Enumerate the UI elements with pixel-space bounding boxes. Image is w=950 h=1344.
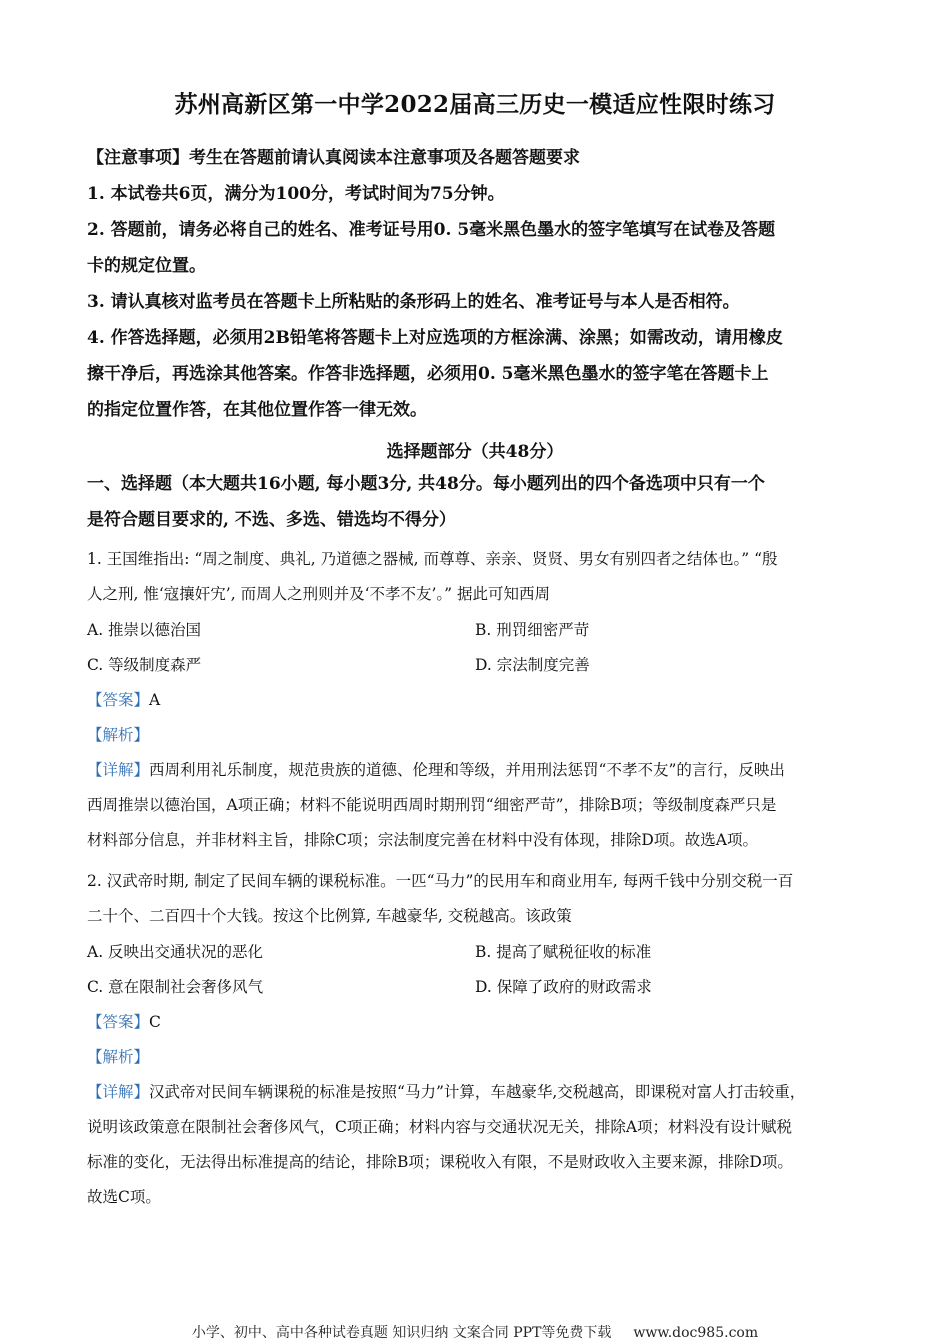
page-title: 苏州高新区第一中学2022届高三历史一模适应性限时练习: [174, 91, 776, 118]
option-row: [87, 613, 877, 648]
detail-line: 材料部分信息，并非材料主旨，排除C项；宗法制度完善在材料中没有体现，排除D项。故选A项。: [87, 831, 758, 849]
question-2-stem: [87, 864, 877, 934]
question-2-options: [87, 935, 877, 1005]
option-d: D. 保障了政府的财政需求: [475, 978, 652, 996]
page-footer: [0, 1322, 950, 1342]
analysis-tag: 【解析】: [87, 726, 150, 744]
analysis-line: [87, 718, 877, 753]
answer-tag: 【答案】: [87, 1013, 150, 1031]
detail-tag: 【详解】: [87, 761, 150, 779]
option-b: B. 刑罚细密严苛: [475, 621, 590, 639]
notice-line: 2. 答题前，请务必将自己的姓名、准考证号用0. 5毫米黑色墨水的签字笔填写在试卷及答题: [87, 220, 776, 240]
notice-line: 【注意事项】考生在答题前请认真阅读本注意事项及各题答题要求: [87, 148, 580, 168]
stem-line: 人之刑, 惟‘寇攘奸宄’, 而周人之刑则并及‘不孝不友’。” 据此可知西周: [87, 585, 551, 603]
footer-text: 小学、初中、高中各种试卷真题 知识归纳 文案合同 PPT等免费下载: [191, 1325, 612, 1341]
question-2-answer: [87, 1005, 877, 1215]
analysis-line: [87, 1040, 877, 1075]
answer-value: A: [149, 691, 161, 709]
notice-line: 4. 作答选择题，必须用2B铅笔将答题卡上对应选项的方框涂满、涂黑；如需改动，请用橡皮: [87, 328, 783, 348]
detail-tag: 【详解】: [87, 1083, 150, 1101]
stem-line: 1. 王国维指出: “周之制度、典礼, 乃道德之器械, 而尊尊、亲亲、贤贤、男女有别四者之结体也。” “殷: [87, 550, 778, 568]
option-b: B. 提高了赋税征收的标准: [475, 943, 652, 961]
answer-line: [87, 1005, 877, 1040]
detail-line: 故选C项。: [87, 1188, 161, 1206]
stem-line: 二十个、二百四十个大钱。按这个比例算, 车越豪华, 交税越高。该政策: [87, 907, 572, 925]
part-heading: [87, 466, 877, 538]
option-c: C. 意在限制社会奢侈风气: [87, 978, 264, 996]
detail-line: 说明该政策意在限制社会奢侈风气，C项正确；材料内容与交通状况无关，排除A项；材料没有设计赋税: [87, 1118, 793, 1136]
notice-block: [87, 140, 877, 428]
question-1-options: [87, 613, 877, 683]
notice-line: 1. 本试卷共6页，满分为100分，考试时间为75分钟。: [87, 184, 505, 204]
detail-line: 西周推崇以德治国，A项正确；材料不能说明西周时期刑罚“细密严苛”，排除B项；等级制度森严只是: [87, 796, 777, 814]
answer-line: [87, 683, 877, 718]
stem-line: 2. 汉武帝时期, 制定了民间车辆的课税标准。一匹“马力”的民用车和商业用车, 每两千钱中分别交税一百: [87, 872, 794, 890]
part-heading-line: 是符合题目要求的, 不选、多选、错选均不得分）: [87, 510, 456, 530]
question-1-stem: [87, 542, 877, 612]
detail-line: [87, 753, 877, 788]
footer-url[interactable]: www.doc985.com: [633, 1325, 759, 1341]
detail-line: [87, 1075, 877, 1110]
part-heading-line: 一、选择题（本大题共16小题, 每小题3分, 共48分。每小题列出的四个备选项中只有一个: [87, 474, 765, 494]
notice-line: 3. 请认真核对监考员在答题卡上所粘贴的条形码上的姓名、准考证号与本人是否相符。: [87, 292, 740, 312]
section-title: 选择题部分（共48分）: [386, 442, 564, 462]
option-d: D. 宗法制度完善: [475, 656, 590, 674]
answer-tag: 【答案】: [87, 691, 150, 709]
option-row: [87, 935, 877, 970]
option-row: [87, 648, 877, 683]
question-1-answer: [87, 683, 877, 858]
analysis-tag: 【解析】: [87, 1048, 150, 1066]
option-row: [87, 970, 877, 1005]
option-a: A. 推崇以德治国: [87, 621, 202, 639]
detail-text: 西周利用礼乐制度，规范贵族的道德、伦理和等级，并用刑法惩罚“不孝不友”的言行，反映出: [149, 761, 785, 779]
option-c: C. 等级制度森严: [87, 656, 202, 674]
option-a: A. 反映出交通状况的恶化: [87, 943, 264, 961]
detail-text: 汉武帝对民间车辆课税的标准是按照“马力”计算，车越豪华,交税越高，即课税对富人打击较重，: [149, 1083, 806, 1101]
notice-line: 擦干净后，再选涂其他答案。作答非选择题，必须用0. 5毫米黑色墨水的签字笔在答题卡上: [87, 364, 769, 384]
notice-line: 卡的规定位置。: [87, 256, 206, 276]
notice-line: 的指定位置作答，在其他位置作答一律无效。: [87, 400, 427, 420]
answer-value: C: [149, 1013, 161, 1031]
detail-line: 标准的变化，无法得出标准提高的结论，排除B项；课税收入有限，不是财政收入主要来源，排除D项。: [87, 1153, 793, 1171]
